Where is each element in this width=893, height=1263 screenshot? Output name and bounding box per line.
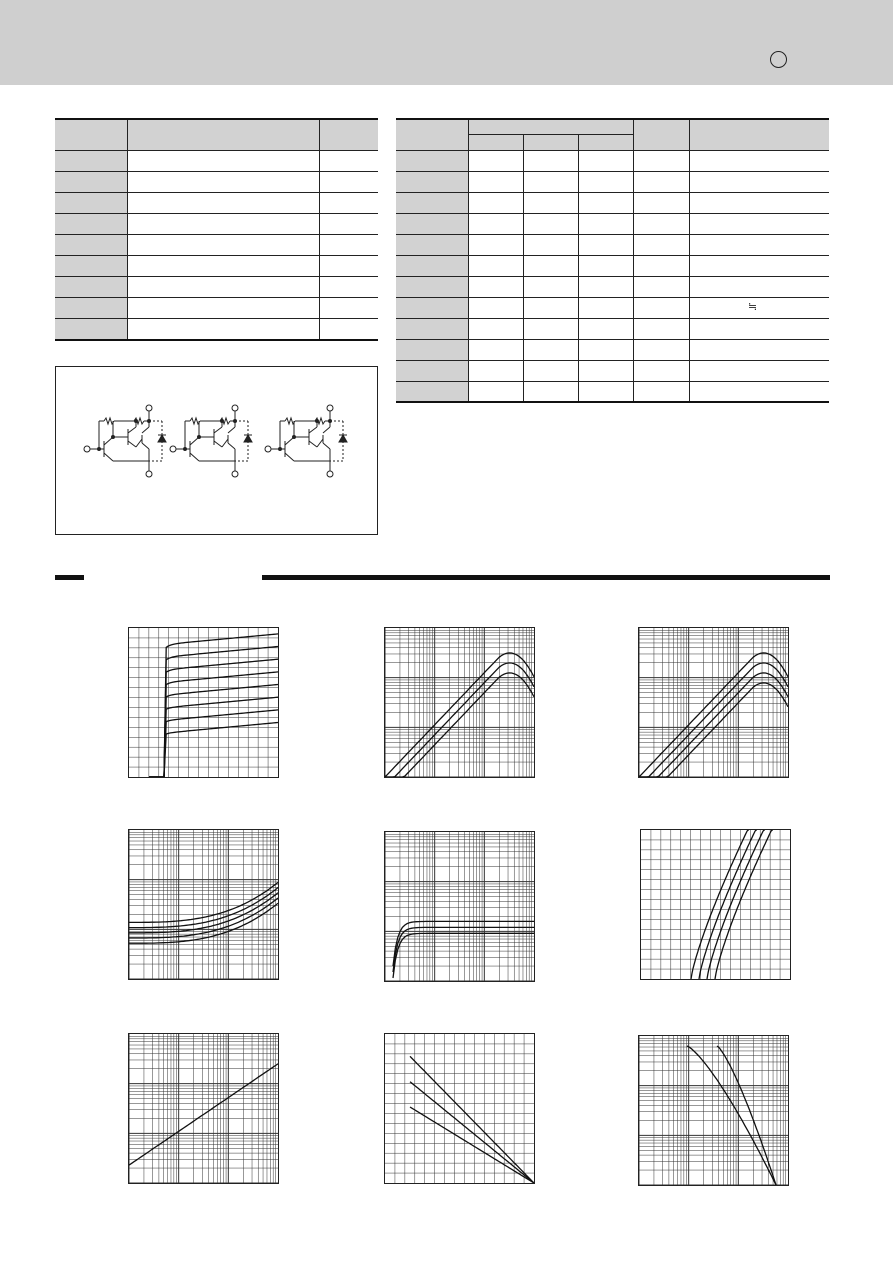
chart-8-curves (410, 1056, 534, 1183)
chart-2 (384, 627, 535, 778)
chart-1-curve (149, 723, 278, 778)
table-row-line (396, 234, 829, 235)
chart-9-curve (717, 1046, 776, 1185)
chart-8-plot (385, 1034, 534, 1183)
characteristics-table-header (396, 120, 829, 150)
table-row-line (396, 171, 829, 172)
chart-5-curve (393, 933, 534, 978)
table-row-line (55, 234, 378, 235)
chart-6-curve (699, 830, 757, 979)
ratings-table (55, 118, 378, 341)
chart-6-curve (707, 830, 765, 979)
chart-6-curve (715, 830, 773, 979)
chart-1 (128, 627, 279, 778)
ratings-table-header (55, 120, 378, 150)
equivalent-circuit-box (55, 366, 378, 535)
table-row-line (396, 213, 829, 214)
chart-5-plot (385, 832, 534, 981)
chart-6-plot (641, 830, 790, 979)
section-bar-left (55, 575, 84, 580)
chart-4-plot (129, 830, 278, 979)
approx-symbol: ≒ (748, 300, 758, 313)
table-row-line (55, 171, 378, 172)
table-row-line (396, 381, 829, 382)
table-row-line (55, 297, 378, 298)
chart-5-curves (393, 921, 534, 978)
table-row-line (55, 255, 378, 256)
chart-7 (128, 1033, 279, 1184)
characteristics-table (396, 118, 829, 403)
chart-7-plot (129, 1034, 278, 1183)
chart-8-curve (410, 1107, 534, 1183)
table-row-line (396, 150, 829, 151)
chart-9-plot (639, 1036, 788, 1185)
equivalent-circuit-diagram (56, 367, 377, 534)
table-row-line (55, 213, 378, 214)
chart-5 (384, 831, 535, 982)
chart-7-curves (129, 1064, 278, 1165)
table-row-line (396, 339, 829, 340)
chart-6-curves (691, 830, 773, 979)
registered-mark-icon (770, 51, 787, 68)
table-row-line (396, 276, 829, 277)
header-band (0, 0, 893, 85)
chart-4 (128, 829, 279, 980)
table-row-line (396, 360, 829, 361)
chart-1-curve (149, 634, 278, 777)
chart-6 (640, 829, 791, 980)
chart-8-curve (410, 1056, 534, 1183)
table-row-line (396, 318, 829, 319)
table-row-line (55, 276, 378, 277)
chart-2-curve (385, 653, 534, 777)
chart-3 (638, 627, 789, 778)
chart-3-curves (639, 653, 788, 777)
table-row-line (55, 150, 378, 151)
table-row-line (55, 192, 378, 193)
chart-7-curve (129, 1064, 278, 1165)
chart-3-curve (639, 653, 788, 777)
chart-1-plot (129, 628, 278, 777)
table-row-line (396, 255, 829, 256)
chart-1-curves (149, 634, 278, 777)
table-row-line (396, 297, 829, 298)
ratings-table-symbol-column (55, 150, 127, 339)
table-row-line (396, 192, 829, 193)
chart-1-curve (149, 659, 278, 777)
chart-9-curves (687, 1046, 776, 1185)
table-row-line (55, 318, 378, 319)
chart-3-plot (639, 628, 788, 777)
section-bar-right (262, 575, 830, 580)
chart-2-curves (385, 653, 534, 777)
chart-2-plot (385, 628, 534, 777)
chart-8-curve (410, 1082, 534, 1183)
chart-8 (384, 1033, 535, 1184)
chart-9-curve (687, 1046, 776, 1185)
chart-9 (638, 1035, 789, 1186)
